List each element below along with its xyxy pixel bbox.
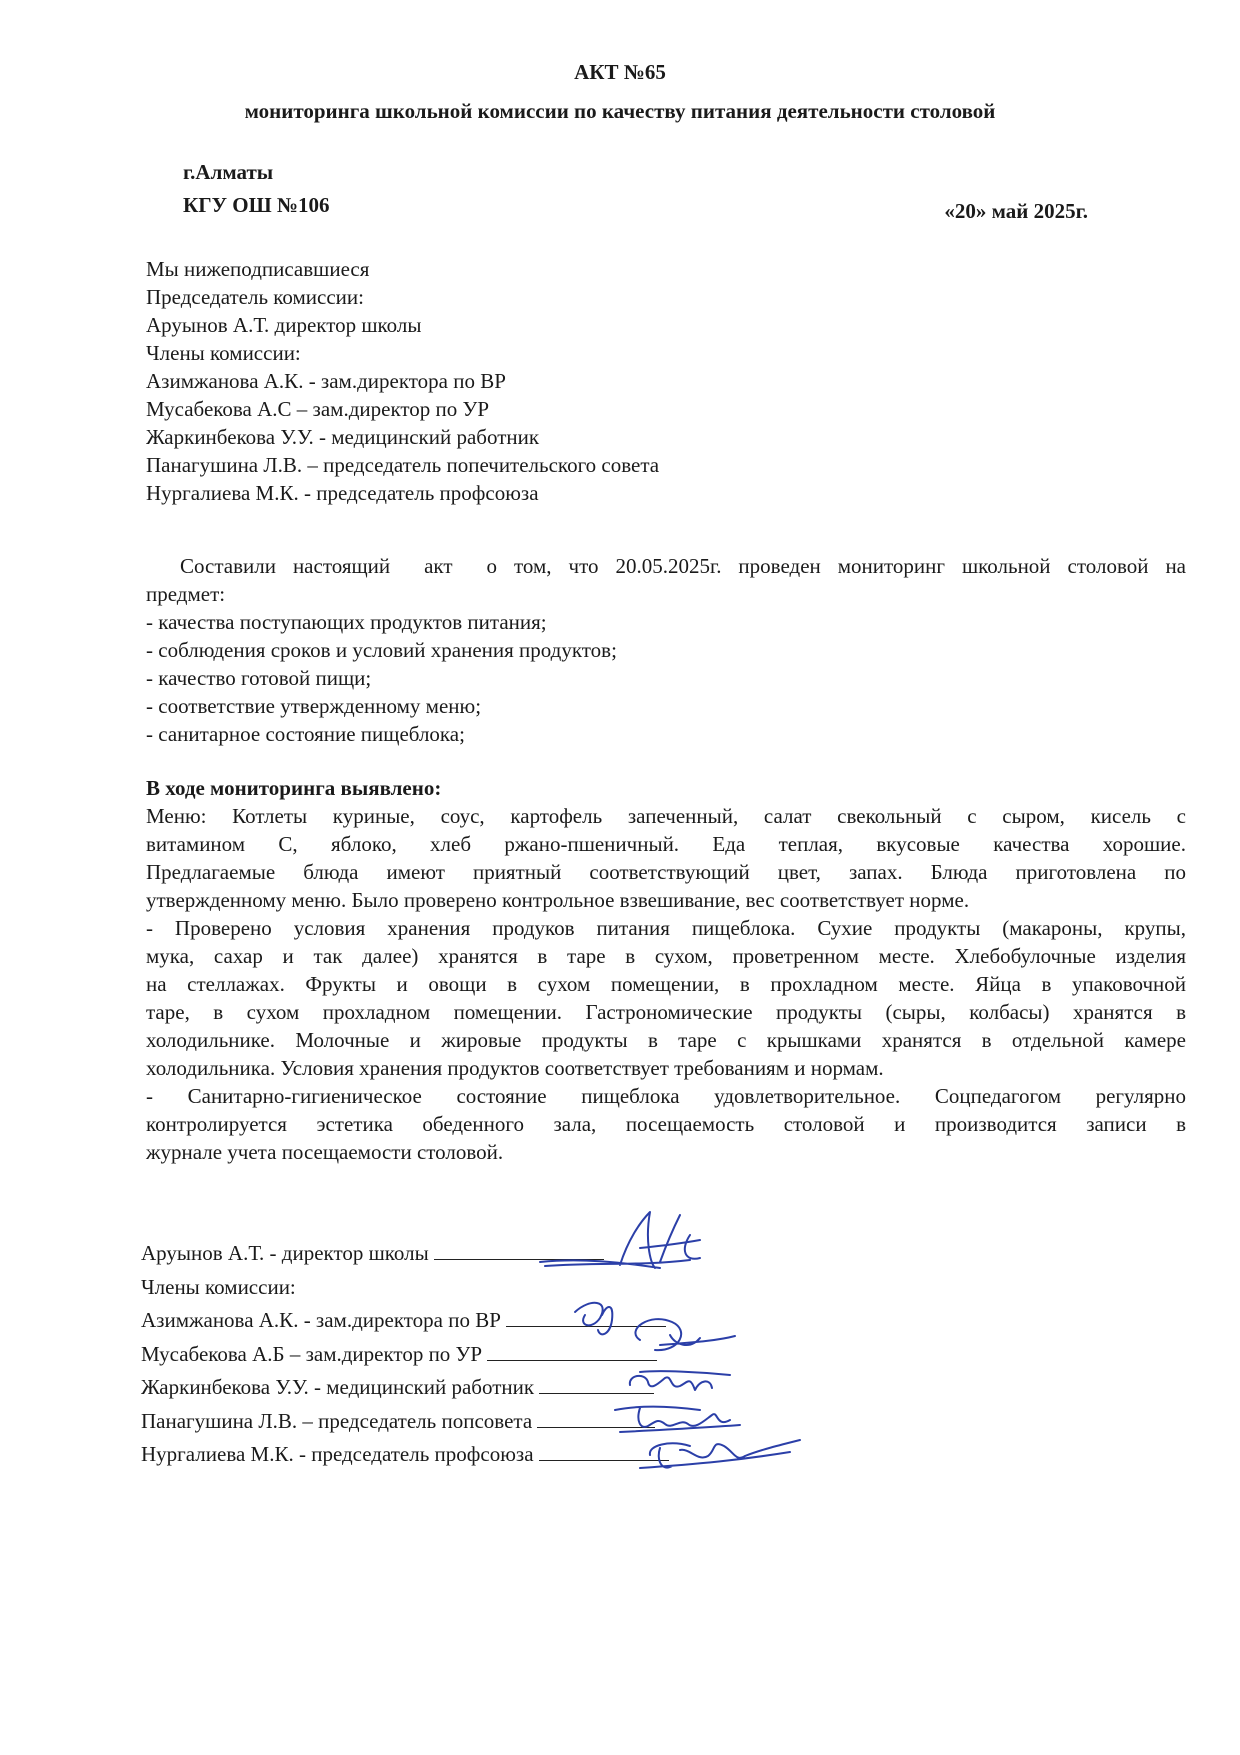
intro-line: Жаркинбекова У.У. - медицинский работник: [146, 425, 540, 449]
statement-line: - качества поступающих продуктов питания;: [146, 610, 547, 634]
findings-line: - Проверено условия хранения продуков питания пищеблока. Сухие продукты (макароны, крупы,: [146, 916, 1186, 940]
findings-line: утвержденному меню. Было проверено контрольное взвешивание, вес соответствует норме.: [146, 888, 970, 912]
signature-mark-member: [640, 1440, 800, 1468]
signature-mark-member: [575, 1303, 612, 1335]
findings-line: мука, сахар и так далее) хранятся в таре в сухом, проветренном месте. Хлебобулочные изделия: [146, 944, 1186, 968]
act-title: АКТ №65: [574, 60, 666, 84]
findings-line: витамином С, яблоко, хлеб ржано-пшеничный. Еда теплая, вкусовые качества хорошие.: [146, 832, 1186, 856]
act-subtitle: мониторинга школьной комиссии по качеству питания деятельности столовой: [244, 99, 996, 123]
members-label: Члены комиссии:: [141, 1274, 296, 1299]
intro-line: Аруынов А.Т. директор школы: [146, 313, 422, 337]
intro-line: Мусабекова А.С – зам.директор по УР: [146, 397, 490, 421]
findings-line: на стеллажах. Фрукты и овощи в сухом помещении, в прохладном месте. Яйца в упаковочной: [146, 972, 1186, 996]
findings-line: Предлагаемые блюда имеют приятный соответствующий цвет, запах. Блюда приготовлена по: [146, 860, 1186, 884]
findings-heading: В ходе мониторинга выявлено:: [146, 776, 442, 800]
findings-line: Меню: Котлеты куриные, соус, картофель запеченный, салат свекольный с сыром, кисель с: [146, 804, 1186, 828]
city: г.Алматы: [183, 160, 274, 184]
findings-line: таре, в сухом прохладном помещении. Гастрономические продукты (сыры, колбасы) хранятся в: [146, 1000, 1186, 1024]
findings-line: холодильника. Условия хранения продуктов соответствует требованиям и нормам.: [146, 1056, 884, 1080]
intro-line: Председатель комиссии:: [146, 285, 364, 309]
signer-member: Панагушина Л.В. – председатель попсовета: [141, 1408, 533, 1433]
intro-line: Члены комиссии:: [146, 341, 301, 365]
statement-line: - качество готовой пищи;: [146, 666, 372, 690]
statement-line: - санитарное состояние пищеблока;: [146, 722, 465, 746]
statement-line: - соблюдения сроков и условий хранения продуктов;: [146, 638, 617, 662]
statement-line: Составили настоящий акт о том, что 20.05.2025г. проведен мониторинг школьной столовой на: [146, 554, 1187, 578]
intro-line: Панагушина Л.В. – председатель попечительского совета: [146, 453, 660, 477]
statement-line: предмет:: [146, 582, 226, 606]
signer-director: Аруынов А.Т. - директор школы: [141, 1241, 429, 1265]
signer-member: Нургалиева М.К. - председатель профсоюза: [141, 1442, 534, 1466]
act-date: «20» май 2025г.: [944, 199, 1088, 223]
signature-mark-member: [630, 1371, 730, 1390]
findings-line: контролируется эстетика обеденного зала, посещаемость столовой и производится записи в: [146, 1112, 1186, 1136]
organization: КГУ ОШ №106: [183, 193, 330, 217]
signer-member: Мусабекова А.Б – зам.директор по УР: [141, 1341, 483, 1366]
intro-line: Нургалиева М.К. - председатель профсоюза: [146, 481, 539, 505]
intro-line: Азимжанова А.К. - зам.директора по ВР: [146, 369, 506, 393]
findings-line: - Санитарно-гигиеническое состояние пищеблока удовлетворительное. Соцпедагогом регулярно: [146, 1084, 1186, 1108]
signer-member: Азимжанова А.К. - зам.директора по ВР: [141, 1308, 501, 1332]
findings-line: журнале учета посещаемости столовой.: [146, 1140, 504, 1164]
signer-member: Жаркинбекова У.У. - медицинский работник: [141, 1375, 535, 1399]
signature-mark-director: [540, 1212, 700, 1268]
statement-line: - соответствие утвержденному меню;: [146, 694, 482, 718]
intro-line: Мы нижеподписавшиеся: [146, 257, 370, 281]
signature-mark-member: [635, 1319, 735, 1350]
signature-mark-member: [615, 1407, 740, 1432]
findings-line: холодильнике. Молочные и жировые продукты в таре с крышками хранятся в отдельной камере: [146, 1028, 1186, 1052]
